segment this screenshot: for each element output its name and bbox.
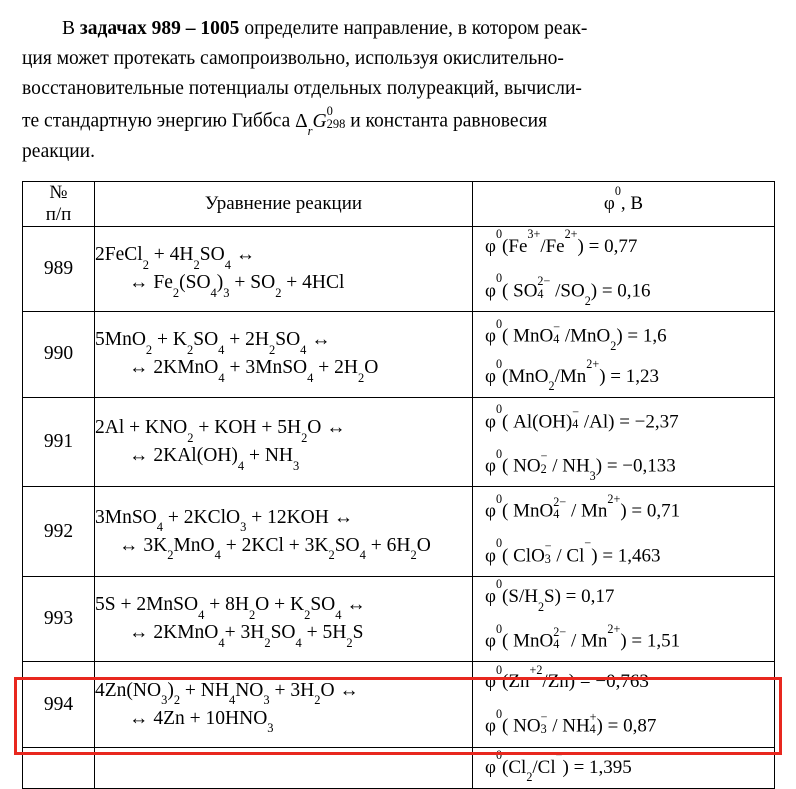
row-potentials: [473, 747, 775, 788]
potential-line-2: $\varphi^0$( MnO 2− 4 / $Mn^{2+}) = 1,51$: [485, 621, 681, 652]
row-potentials: [473, 226, 775, 311]
header-number-line2: п/п: [45, 203, 72, 225]
potential-line-1: $\varphi^0$( MnO − 4 /MnO$_2$) = 1,6: [485, 316, 667, 353]
potential-line-1: $\varphi^0$( Al(OH) − 4 /Al) = −2,37: [485, 402, 679, 432]
table-row: [23, 312, 775, 397]
row-potentials: [473, 312, 775, 397]
row-number: 989: [23, 226, 95, 311]
table-row: [23, 577, 775, 662]
table-row-partial: [23, 747, 775, 788]
row-equation-line2: ↔ $2KAl(OH)_4 + NH_3$: [129, 444, 300, 473]
potential-line-2: $\varphi^0$( SO 2− 4 $/SO_2) = 0,16$: [485, 271, 651, 308]
row-potentials: [473, 397, 775, 487]
row-equation: 5S + 2MnSO$_4$ + $8H_2O + K_2SO_4$ ↔ ↔ 2KMnO$_4$+ $3H_2SO_4 + 5H_2S$: [95, 577, 473, 662]
potential-line-1: $\varphi^0(Cl_2/Cl^-) = 1,395$: [485, 748, 632, 785]
table-row-highlighted: [23, 662, 775, 747]
row-equation-line2: ↔ $3K_2MnO_4 + 2KCl + 3K_2SO_4 + 6H_2O$: [119, 534, 431, 563]
table-row: [23, 226, 775, 311]
header-equation: Уравнение реакции: [95, 181, 473, 226]
row-number: 994: [23, 662, 95, 747]
row-equation: $5MnO_2 + K_2SO_4 + 2H_2SO_4$ ↔ ↔ 2KMnO$_4$ + 3MnSO$_4$ + $2H_2O$: [95, 312, 473, 397]
potential-line-1: $\varphi^0(Zn^{+2}/Zn) = -0,763$: [485, 662, 649, 693]
document-page: [0, 14, 796, 785]
row-number: [23, 747, 95, 788]
table-row: [23, 487, 775, 577]
intro-part2: определите направление, в котором реак-: [239, 18, 588, 39]
potential-line-2: $\varphi^0$( NO − 3 / NH + 4 ) = 0,87: [485, 707, 657, 737]
potential-line-2: $\varphi^0$( ClO − 3 / Cl−) = 1,463: [485, 536, 661, 567]
tasks-table: [22, 181, 775, 789]
header-phi: $\varphi^0$, В: [473, 181, 775, 226]
row-equation: $4Zn(NO_3)_2 + NH_4NO_3 + 3H_2O$ ↔ ↔ $4Zn + 10HNO_3$: [95, 662, 473, 747]
row-equation-line2: ↔ 2KMnO$_4$ + 3MnSO$_4$ + $2H_2O$: [129, 357, 379, 385]
header-number: [23, 181, 95, 226]
potential-line-1: $\varphi^0$( MnO 2− 4 / $Mn^{2+}) = 0,71$: [485, 492, 681, 522]
row-equation-line2: ↔ $4Zn + 10HNO_3$: [129, 707, 274, 736]
row-potentials: [473, 487, 775, 577]
intro-line2: ция может протекать самопроизвольно, используя окислительно-: [22, 48, 564, 69]
row-number: 990: [23, 312, 95, 397]
potential-line-2: $\varphi^0$( NO − 2 / $NH_3) = -0,133$: [485, 446, 676, 483]
potential-line-1: $\varphi^0(Fe^{3+}/Fe^{2+}) = 0,77$: [485, 227, 638, 257]
row-potentials: [473, 577, 775, 662]
gibbs-energy-symbol: $\Delta_rG$ 0 298: [295, 104, 346, 139]
row-potentials: [473, 662, 775, 747]
intro-line3: восстановительные потенциалы отдельных полуреакций, вычисли-: [22, 78, 582, 99]
potential-line-2: $\varphi^0(MnO_2/Mn^{2+}) = 1,23$: [485, 356, 659, 393]
row-equation: $2Al + KNO_2$ + KOH + $5H_2O$ ↔ ↔ $2KAl(OH)_4 + NH_3$: [95, 397, 473, 487]
table-row: [23, 397, 775, 487]
row-number: 991: [23, 397, 95, 487]
intro-part1: В: [62, 18, 80, 39]
intro-line4-after-math: и константа равновесия: [345, 110, 548, 132]
intro-line4-before-math: те стандартную энергию Гиббса: [22, 110, 296, 132]
row-equation: 2FeCl$_2$ + $4H_2SO_4$ ↔ ↔ $Fe_2(SO_4)_3 + SO_2 + 4HCl$: [95, 226, 473, 311]
row-number: 993: [23, 577, 95, 662]
header-number-line1: №: [49, 181, 68, 203]
row-equation-line2: ↔ $Fe_2(SO_4)_3 + SO_2 + 4HCl$: [129, 271, 345, 300]
row-number: 992: [23, 487, 95, 577]
row-equation-line2: ↔ 2KMnO$_4$+ $3H_2SO_4 + 5H_2S$: [129, 622, 364, 650]
row-equation: 3MnSO$_4$ + 2KClO$_3$ + 12KOH ↔ ↔ $3K_2MnO_4 + 2KCl + 3K_2SO_4 + 6H_2O$: [95, 487, 473, 577]
potential-line-1: $\varphi^0(S/H_2S) = 0,17$: [485, 577, 615, 614]
intro-line5: реакции.: [22, 140, 95, 162]
intro-paragraph: [22, 14, 774, 167]
table-header-row: [23, 181, 775, 226]
intro-task-range: задачах 989 – 1005: [79, 18, 240, 39]
row-equation: [95, 747, 473, 788]
